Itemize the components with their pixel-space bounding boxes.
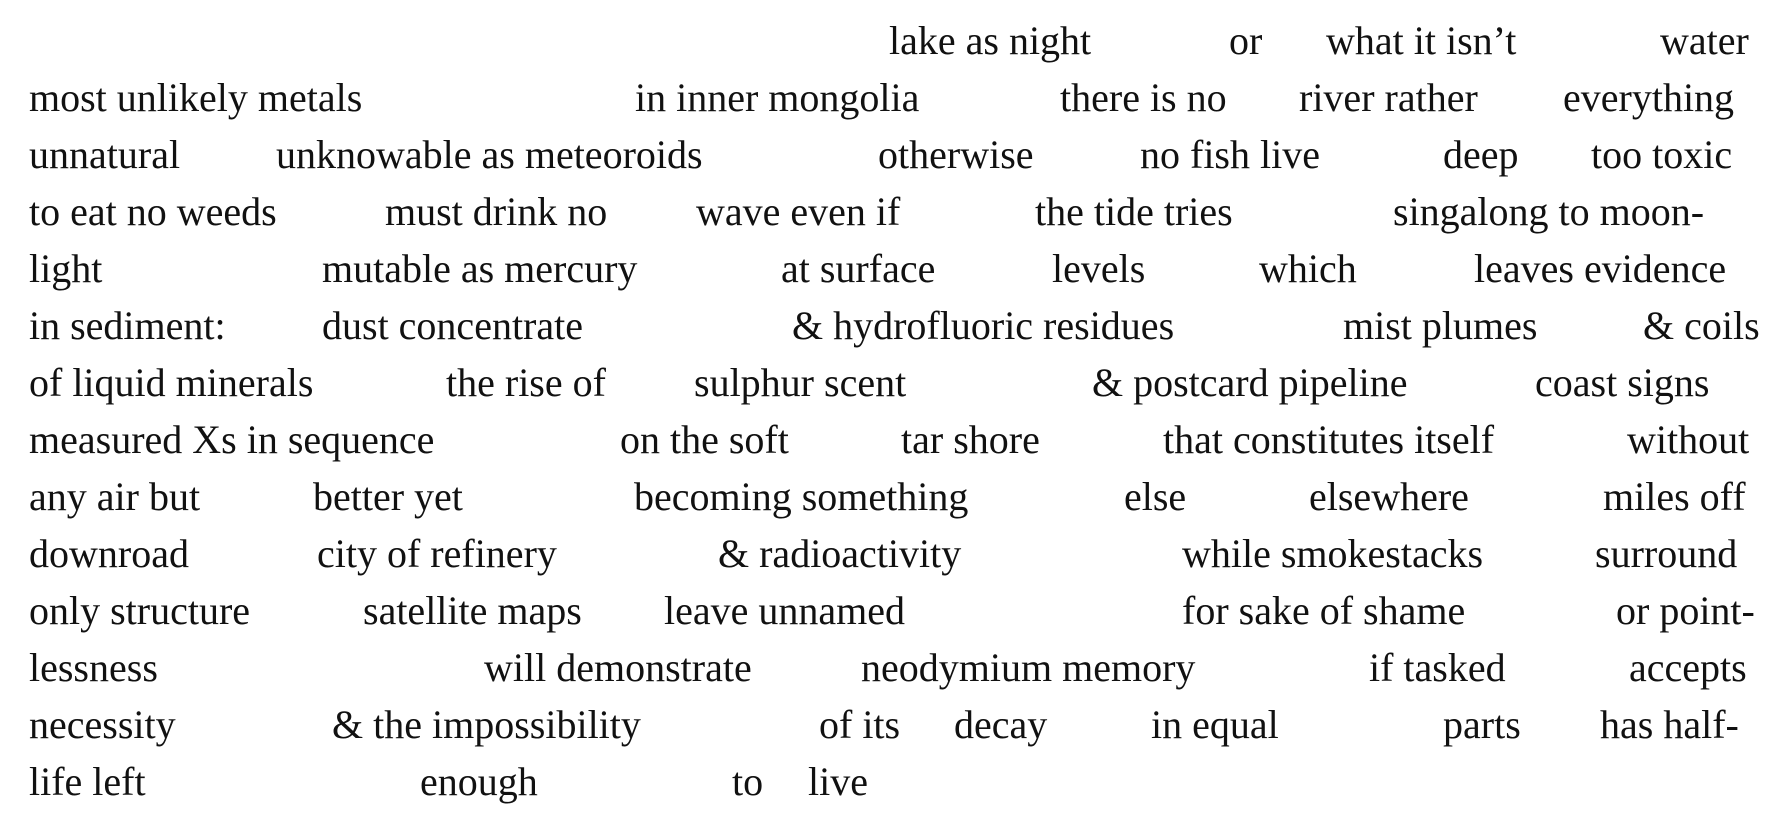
poem-phrase: will demonstrate <box>484 645 752 690</box>
poem-phrase: & postcard pipeline <box>1092 360 1408 405</box>
poem-phrase: which <box>1259 246 1357 291</box>
poem-line <box>29 468 1781 525</box>
poem-phrase: if tasked <box>1369 645 1506 690</box>
poem-phrase: accepts <box>1629 645 1747 690</box>
poem-line <box>29 354 1781 411</box>
poem-phrase: of its <box>819 702 901 747</box>
poem-phrase: unknowable as meteoroids <box>276 132 703 177</box>
poem-phrase: or <box>1229 18 1263 63</box>
poem-phrase: & radioactivity <box>718 531 962 576</box>
poem-phrase: on the soft <box>620 417 789 462</box>
poem-phrase: & coils <box>1643 303 1760 348</box>
poem-line <box>29 639 1781 696</box>
poem-phrase: has half- <box>1600 702 1739 747</box>
poem-phrase: to eat no weeds <box>29 189 277 234</box>
poem-phrase: wave even if <box>696 189 901 234</box>
poem-phrase: neodymium memory <box>861 645 1196 690</box>
poem-line <box>29 582 1781 639</box>
poem-phrase: most unlikely metals <box>29 75 363 120</box>
poem-phrase: & hydrofluoric residues <box>792 303 1175 348</box>
poem-phrase: no fish live <box>1140 132 1320 177</box>
poem-phrase: too toxic <box>1591 132 1733 177</box>
poem-line <box>29 126 1781 183</box>
poem-phrase: river rather <box>1299 75 1478 120</box>
poem-phrase: in sediment: <box>29 303 226 348</box>
poem-phrase: the rise of <box>446 360 606 405</box>
poem-phrase: satellite maps <box>363 588 582 633</box>
poem-phrase: parts <box>1443 702 1521 747</box>
poem-phrase: that constitutes itself <box>1163 417 1495 462</box>
poem-phrase: becoming something <box>634 474 969 519</box>
poem-text-block <box>29 12 1781 810</box>
poem-phrase: mist plumes <box>1343 303 1538 348</box>
poem-phrase: in inner mongolia <box>635 75 920 120</box>
poem-phrase: at surface <box>781 246 936 291</box>
poem-phrase: surround <box>1595 531 1738 576</box>
poem-phrase: singalong to moon- <box>1393 189 1705 234</box>
poem-phrase: live <box>808 759 868 804</box>
poem-phrase: levels <box>1052 246 1146 291</box>
poem-phrase: elsewhere <box>1309 474 1469 519</box>
poem-phrase: necessity <box>29 702 176 747</box>
poem-phrase: without <box>1627 417 1750 462</box>
poem-phrase: leaves evidence <box>1474 246 1727 291</box>
poem-phrase: sulphur scent <box>694 360 907 405</box>
poem-phrase: downroad <box>29 531 189 576</box>
poem-line <box>29 525 1781 582</box>
poem-phrase: to <box>732 759 764 804</box>
poem-line <box>29 411 1781 468</box>
poem-phrase: better yet <box>313 474 463 519</box>
poem-phrase: must drink no <box>385 189 608 234</box>
poem-phrase: mutable as mercury <box>322 246 638 291</box>
poem-phrase: & the impossibility <box>332 702 641 747</box>
poem-phrase: for sake of shame <box>1182 588 1466 633</box>
poem-phrase: decay <box>954 702 1048 747</box>
poem-phrase: only structure <box>29 588 251 633</box>
poem-phrase: tar shore <box>901 417 1040 462</box>
poem-phrase: city of refinery <box>317 531 557 576</box>
poem-phrase: dust concentrate <box>322 303 583 348</box>
poem-phrase: lake as night <box>889 18 1092 63</box>
poem-phrase: while smokestacks <box>1182 531 1484 576</box>
poem-phrase: light <box>29 246 103 291</box>
poem-line <box>29 12 1781 69</box>
poem-phrase: in equal <box>1151 702 1279 747</box>
poem-line <box>29 753 1781 810</box>
poem-phrase: deep <box>1443 132 1519 177</box>
poem-phrase: of liquid minerals <box>29 360 314 405</box>
poem-phrase: unnatural <box>29 132 181 177</box>
poem-line <box>29 240 1781 297</box>
poem-phrase: coast signs <box>1535 360 1710 405</box>
poem-line <box>29 69 1781 126</box>
poem-line <box>29 297 1781 354</box>
poem-phrase: or point- <box>1616 588 1755 633</box>
poem-phrase: measured Xs in sequence <box>29 417 435 462</box>
poem-phrase: what it isn’t <box>1326 18 1517 63</box>
poem-phrase: any air but <box>29 474 201 519</box>
poem-line <box>29 183 1781 240</box>
poem-phrase: there is no <box>1060 75 1227 120</box>
poem-phrase: life left <box>29 759 146 804</box>
poem-line <box>29 696 1781 753</box>
poem-phrase: the tide tries <box>1035 189 1233 234</box>
poem-phrase: otherwise <box>878 132 1034 177</box>
poem-phrase: lessness <box>29 645 158 690</box>
poem-phrase: leave unnamed <box>664 588 905 633</box>
poem-phrase: else <box>1124 474 1187 519</box>
poem-phrase: water <box>1660 18 1749 63</box>
poem-phrase: enough <box>420 759 538 804</box>
poem-phrase: everything <box>1563 75 1735 120</box>
poem-phrase: miles off <box>1603 474 1746 519</box>
